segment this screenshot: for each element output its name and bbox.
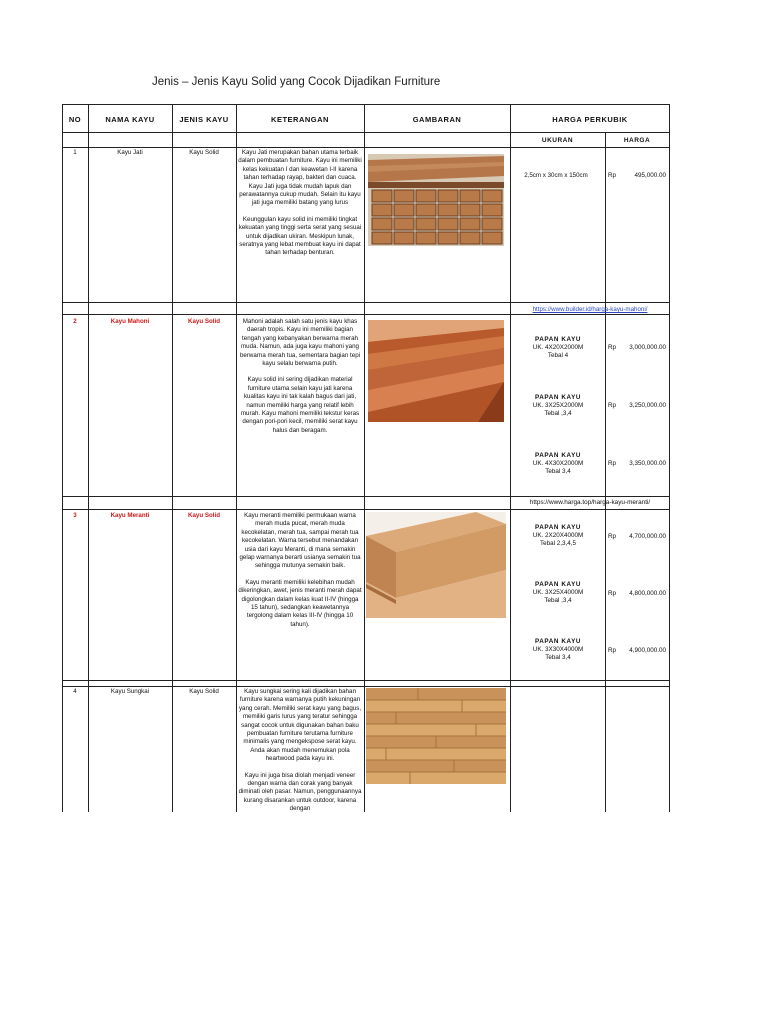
row2-ukuran-1-size: UK. 4X20X2000M <box>532 344 584 352</box>
row2-rp-3: Rp <box>608 460 617 467</box>
row3-ukuran-1-size: UK. 2X20X4000M <box>532 532 584 540</box>
header-harga-perkubik: HARGA PERKUBIK <box>552 115 628 124</box>
row1-no: 1 <box>73 149 77 156</box>
row3-ukuran-2-label: PAPAN KAYU <box>534 581 582 588</box>
wood-stack-image <box>368 154 504 246</box>
row2-ukuran-3-tebal: Tebal 3,4 <box>545 468 571 476</box>
row4-nama: Kayu Sungkai <box>110 688 150 695</box>
row1-jenis: Kayu Solid <box>189 149 219 156</box>
row4-no: 4 <box>73 688 77 695</box>
header-jenis-kayu: JENIS KAYU <box>179 115 229 124</box>
row2-harga-2: 3,250,000.00 <box>629 402 666 409</box>
row3-ukuran-1-tebal: Tebal 2,3,4,5 <box>539 540 577 548</box>
row2-ukuran-1-tebal: Tebal 4 <box>547 352 569 360</box>
header-harga: HARGA <box>623 137 651 144</box>
row2-ukuran-2-label: PAPAN KAYU <box>534 394 582 401</box>
header-nama-kayu: NAMA KAYU <box>105 115 155 124</box>
row2-ukuran-3 <box>510 452 606 477</box>
row1-ukuran: 2,5cm x 30cm x 150cm <box>524 172 588 179</box>
page-title: Jenis – Jenis Kayu Solid yang Cocok Dijadikan Furniture <box>152 76 441 88</box>
row4-keterangan <box>238 688 362 812</box>
header-gambaran: GAMBARAN <box>412 115 462 124</box>
row2-ukuran-2 <box>510 394 606 419</box>
row2-keterangan <box>238 318 362 443</box>
row3-harga-3: 4,900,000.00 <box>629 647 666 654</box>
header-keterangan: KETERANGAN <box>271 115 329 124</box>
row4-desc-2: Kayu ini juga bisa diolah menjadi veneer dengan warna dan corak yang banyak diminati oleh pasar. Namun, penggunaannya kurang disarankan untuk outdoor, karena dengan <box>238 771 362 812</box>
row2-jenis: Kayu Solid <box>188 318 220 325</box>
row3-ukuran-2-size: UK. 3X25X4000M <box>532 589 584 597</box>
row2-ukuran-2-size: UK. 3X25X2000M <box>532 402 584 410</box>
row1-desc-2: Keunggulan kayu solid ini memiliki tingkat kekuatan yang tinggi serta serat yang sesuai untuk dijadikan ukiran. Meskipun lunak, seratnya yang lebat membuat kayu ini dapat tahan terhadap benturan. <box>238 215 362 257</box>
meranti-boards-image <box>366 512 506 618</box>
sungkai-floor-image <box>366 688 506 784</box>
row2-ukuran-1-label: PAPAN KAYU <box>534 336 582 343</box>
row1-harga: 495,000.00 <box>634 172 666 179</box>
row1-nama: Kayu Jati <box>117 149 143 156</box>
header-ukuran: UKURAN <box>541 137 574 144</box>
row2-harga-3: 3,350,000.00 <box>629 460 666 467</box>
row3-no: 3 <box>73 512 77 519</box>
row1-rp: Rp <box>608 172 617 179</box>
row3-rp-2: Rp <box>608 590 617 597</box>
row3-nama: Kayu Meranti <box>110 512 150 519</box>
row3-ukuran-1 <box>510 524 606 549</box>
row2-nama: Kayu Mahoni <box>110 318 150 325</box>
row3-link[interactable]: https://www.harga.top/harga-kayu-meranti/ <box>529 499 651 506</box>
row3-jenis: Kayu Solid <box>188 512 220 519</box>
row3-rp-1: Rp <box>608 533 617 540</box>
row3-ukuran-3-size: UK. 3X30X4000M <box>532 646 584 654</box>
row1-desc-1: Kayu Jati merupakan bahan utama terbaik dalam pembuatan furniture. Kayu ini memiliki kelas kekuatan I dan keawetan I-II karena tahan terhadap rayap, bakteri dan cuaca. Kayu Jati juga tidak mudah lapuk dan perawatannya cukup mudah. Selain itu kayu jati juga memiliki batang yang lurus <box>238 149 362 207</box>
row3-keterangan <box>238 512 362 637</box>
row2-harga-1: 3,000,000.00 <box>629 344 666 351</box>
row2-rp-1: Rp <box>608 344 617 351</box>
row3-ukuran-3-label: PAPAN KAYU <box>534 638 582 645</box>
row3-ukuran-1-label: PAPAN KAYU <box>534 524 582 531</box>
row2-link[interactable]: https://www.builder.id/harga-kayu-mahoni/ <box>532 306 648 313</box>
row1-keterangan <box>238 149 362 266</box>
row2-ukuran-3-label: PAPAN KAYU <box>534 452 582 459</box>
header-no: NO <box>68 115 82 124</box>
wood-table <box>62 104 670 812</box>
row2-no: 2 <box>73 318 77 325</box>
row2-rp-2: Rp <box>608 402 617 409</box>
row3-desc-2: Kayu meranti memiliki kelebihan mudah dikeringkan, awet, jenis meranti merah dapat digolongkan dalam kelas kuat II-IV (hingga 15 tahun), sedangkan keawetannya tergolong dalam kelas III-IV (hingga 10 tahun). <box>238 578 362 628</box>
row2-ukuran-3-size: UK. 4X30X2000M <box>532 460 584 468</box>
row2-desc-1: Mahoni adalah salah satu jenis kayu khas daerah tropis. Kayu ini memiliki bagian tengah yang kebanyakan berwarna merah muda. Namun, ada juga kayu mahoni yang berwarna merah tua, sementara bagian tepi kayu selalu berwarna putih. <box>239 318 361 368</box>
row2-ukuran-1 <box>510 336 606 361</box>
row3-ukuran-2-tebal: Tebal ,3,4 <box>544 597 572 605</box>
row3-harga-1: 4,700,000.00 <box>629 533 666 540</box>
mahogany-planks-image <box>368 320 504 422</box>
row3-harga-2: 4,800,000.00 <box>629 590 666 597</box>
row3-ukuran-3 <box>510 638 606 663</box>
row4-jenis: Kayu Solid <box>189 688 219 695</box>
row3-desc-1: Kayu meranti memiliki permukaan warna merah muda pucat, merah muda kecokelatan, merah tua, sampai merah tua kecokelatan. Warna tersebut menandakan usia dari kayu Meranti, di mana semakin gelap warnanya berarti usianya semakin tua sehingga mutunya semakin baik. <box>239 512 361 570</box>
row3-ukuran-3-tebal: Tebal 3,4 <box>545 654 571 662</box>
row3-rp-3: Rp <box>608 647 617 654</box>
row3-ukuran-2 <box>510 581 606 606</box>
row4-desc-1: Kayu sungkai sering kali dijadikan bahan furniture karena warnanya putih kekuningan yang cerah. Memiliki serat kayu yang bagus, memiliki garis lurus yang teratur sehingga sangat cocok untuk digunakan bahan baku pembuatan furniture terutama furniture minimalis yang mengekspose serat kayu. Anda akan mudah menemukan pola heartwood pada kayu ini. <box>238 688 362 763</box>
row2-ukuran-2-tebal: Tebal ,3,4 <box>544 410 572 418</box>
row2-desc-2: Kayu solid ini sering dijadikan material furniture utama selain kayu jati karena kualitas kayu ini tak kalah bagus dari jati, namun memiliki harga yang relatif lebih murah. Kayu mahoni memiliki tekstur keras dengan pori-pori kecil, memiliki serat kayu halus dan beragam. <box>240 376 360 434</box>
